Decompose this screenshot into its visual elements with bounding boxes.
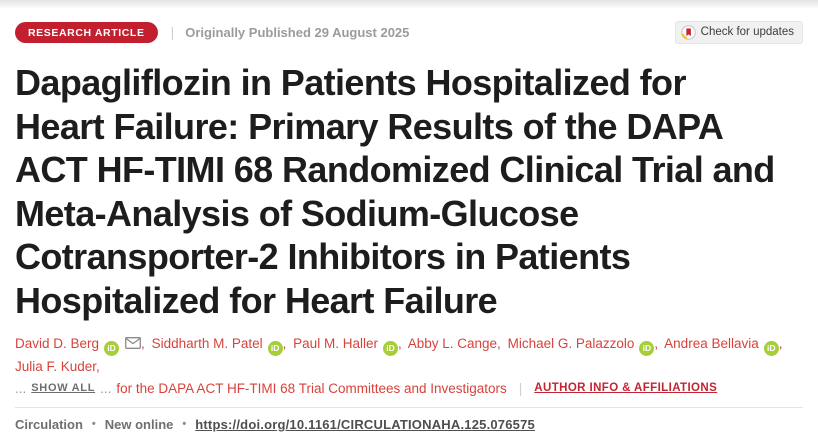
doi-link[interactable]: https://doi.org/10.1161/CIRCULATIONAHA.125.076575 <box>195 416 535 432</box>
author-item <box>507 336 662 354</box>
author-link[interactable]: David D. Berg <box>15 336 100 352</box>
bullet-separator: • <box>91 418 96 431</box>
orcid-icon[interactable]: iD <box>383 341 398 356</box>
author-link[interactable]: Siddharth M. Patel <box>151 336 263 352</box>
author-list <box>15 333 803 378</box>
author-link[interactable]: Abby L. Cange <box>407 336 498 352</box>
meta-separator: | <box>170 24 175 40</box>
author-separator: , <box>654 336 659 352</box>
author-link[interactable]: Paul M. Haller <box>293 336 378 352</box>
email-icon[interactable] <box>125 337 141 352</box>
published-date: Originally Published 29 August 2025 <box>185 24 410 40</box>
bullet-separator: • <box>182 418 187 431</box>
top-scroll-shadow <box>0 0 818 9</box>
author-item <box>15 336 148 354</box>
author-separator: , <box>397 336 402 352</box>
show-all-button[interactable]: SHOW ALL <box>31 382 96 395</box>
author-item <box>408 336 504 351</box>
author-separator: , <box>778 336 783 352</box>
author-link[interactable]: Michael G. Palazzolo <box>507 336 635 352</box>
authors-ellipsis: ... <box>100 380 112 396</box>
author-link[interactable]: Andrea Bellavia <box>664 336 759 352</box>
author-separator: , <box>96 359 100 375</box>
orcid-icon[interactable]: iD <box>104 341 119 356</box>
author-info-affiliations-link[interactable]: AUTHOR INFO & AFFILIATIONS <box>534 382 718 395</box>
journal-row <box>15 408 803 441</box>
author-separator: , <box>497 336 501 352</box>
article-title: Dapagliflozin in Patients Hospitalized for Heart Failure: Primary Results of the DAPA ACT HF-TIMI 68 Randomized Clinical Trial and Meta-Analysis of Sodium-Glucose Cotransporter-2 Inhibitors in Patients Hospitalized for Heart Failure <box>15 62 775 321</box>
author-list-continued <box>15 381 803 396</box>
publication-status: New online <box>104 416 174 432</box>
row2-separator: | <box>518 380 523 396</box>
author-item <box>151 336 290 354</box>
crossmark-icon <box>681 25 696 40</box>
author-separator: , <box>282 336 287 352</box>
authors-ellipsis: ... <box>15 380 27 396</box>
author-item <box>293 336 405 354</box>
orcid-icon[interactable]: iD <box>639 341 654 356</box>
journal-name: Circulation <box>15 416 83 432</box>
author-item <box>15 359 103 374</box>
check-for-updates-label: Check for updates <box>700 26 794 38</box>
author-item <box>664 336 785 354</box>
article-header <box>0 20 818 441</box>
orcid-icon[interactable]: iD <box>268 341 283 356</box>
check-for-updates-button[interactable] <box>675 21 803 44</box>
meta-row <box>15 20 803 44</box>
collaboration-text: for the DAPA ACT HF-TIMI 68 Trial Committees and Investigators <box>116 380 507 396</box>
orcid-icon[interactable]: iD <box>764 341 779 356</box>
article-type-badge[interactable]: RESEARCH ARTICLE <box>15 22 158 43</box>
author-separator: , <box>141 336 145 352</box>
author-link[interactable]: Julia F. Kuder <box>15 359 97 375</box>
